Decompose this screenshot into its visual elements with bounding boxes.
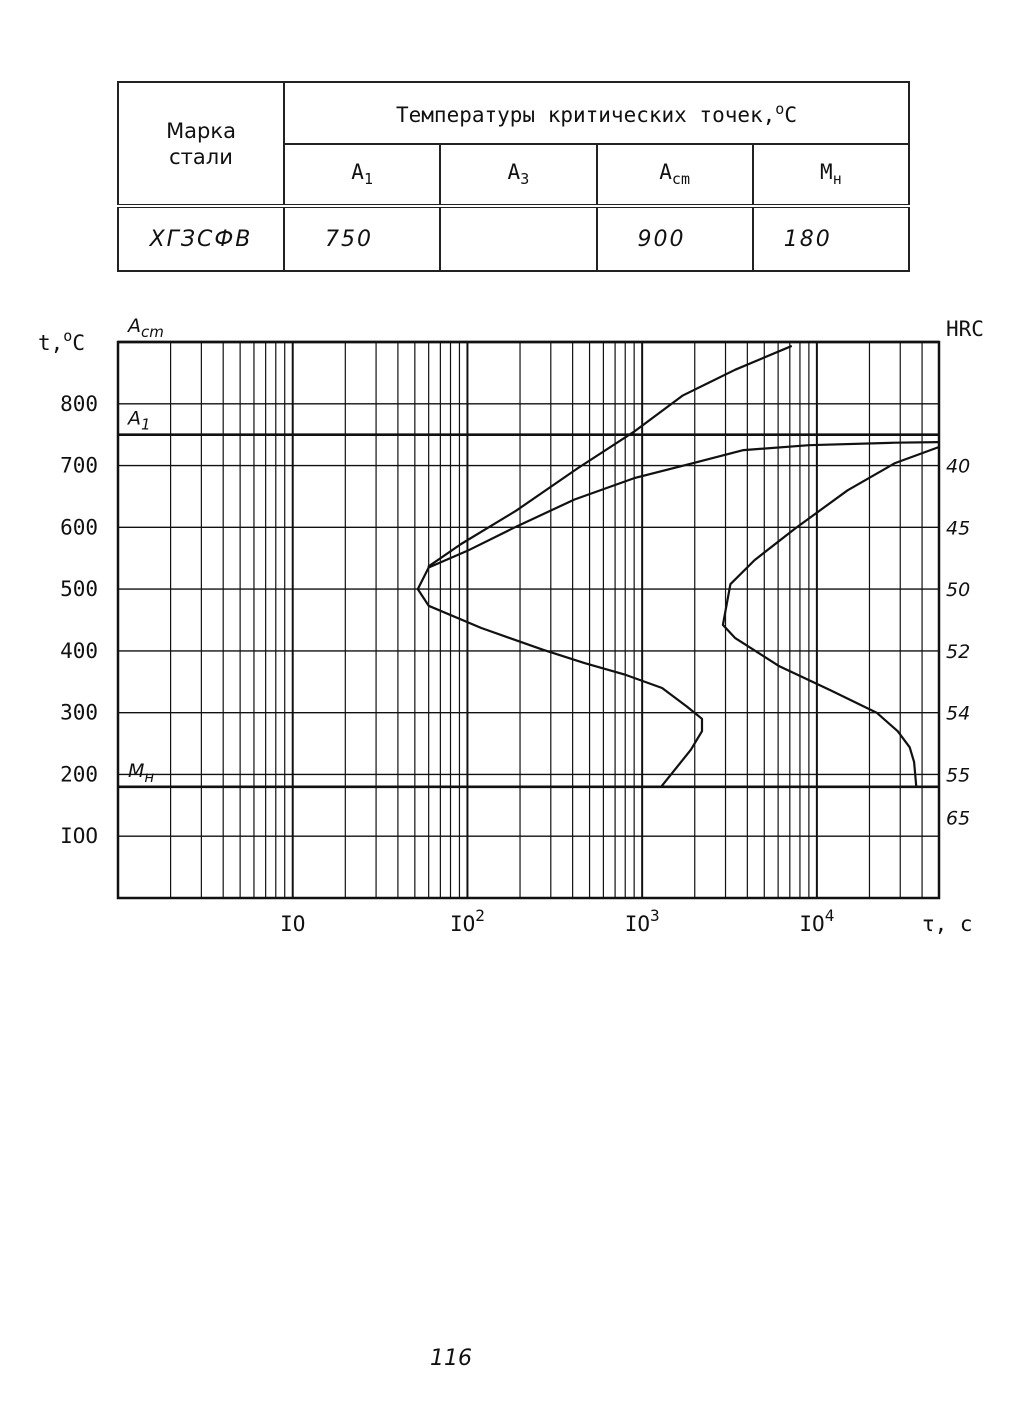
y-tick-label: 800 (60, 391, 98, 416)
y-tick-label: IOO (60, 824, 98, 849)
y-axis-label: t,$^о$С (38, 327, 85, 355)
ttt-diagram (0, 290, 1024, 960)
x-tick-label: $IO^3$ (624, 906, 660, 936)
y-tick-label: 400 (60, 638, 98, 663)
page-number: 116 (430, 1346, 472, 1371)
temperatures-header: Температуры критических точек,$^о$С (284, 82, 909, 144)
curves (418, 346, 939, 785)
hrc-label: 52 (946, 640, 971, 663)
transformation-curve-3 (723, 447, 939, 786)
cell-acm: 900 (597, 206, 753, 271)
hrc-label: 40 (946, 455, 971, 478)
hrc-label: 65 (946, 807, 971, 830)
col-header-mn: $М_н$ (753, 144, 909, 206)
cell-mn: 180 (753, 206, 909, 271)
col-header-a3: $А_3$ (440, 144, 596, 206)
y-tick-label: 700 (60, 453, 98, 478)
y-tick-label: 600 (60, 515, 98, 540)
col-header-a1: $А_1$ (284, 144, 440, 206)
cell-a3 (440, 206, 596, 271)
axis-labels (38, 317, 984, 936)
plot-frame (118, 342, 939, 898)
transformation-curve-2 (418, 442, 939, 785)
x-tick-label: $IO^2$ (449, 906, 485, 936)
hrc-label: 54 (946, 702, 971, 725)
y-tick-label: 300 (60, 700, 98, 725)
critical-line-label: $M_н$ (128, 759, 155, 786)
critical-lines (118, 315, 939, 787)
x-tick-label: IO (280, 912, 306, 936)
y-tick-label: 200 (60, 762, 98, 787)
hrc-label: 45 (946, 517, 971, 540)
hrc-axis-label: HRC (946, 317, 984, 341)
hrc-label: 55 (946, 764, 971, 787)
critical-line-label: $A_1$ (128, 407, 151, 434)
grid (118, 342, 939, 898)
hrc-label: 50 (946, 579, 971, 602)
x-tick-label: $IO^4$ (799, 906, 835, 936)
critical-line-label: $A_{cm}$ (128, 315, 164, 341)
y-tick-label: 500 (60, 577, 98, 602)
transformation-curve-1 (429, 346, 791, 566)
critical-points-table (117, 81, 910, 272)
col-header-acm: $А_{cm}$ (597, 144, 753, 206)
cell-a1: 750 (284, 206, 440, 271)
grade-header (118, 82, 284, 206)
x-axis-label: τ, с (922, 912, 973, 936)
cell-grade: ХГЗСФВ (118, 206, 284, 271)
grade-header-line: Марка (166, 118, 236, 143)
grade-header-line: стали (169, 144, 233, 169)
